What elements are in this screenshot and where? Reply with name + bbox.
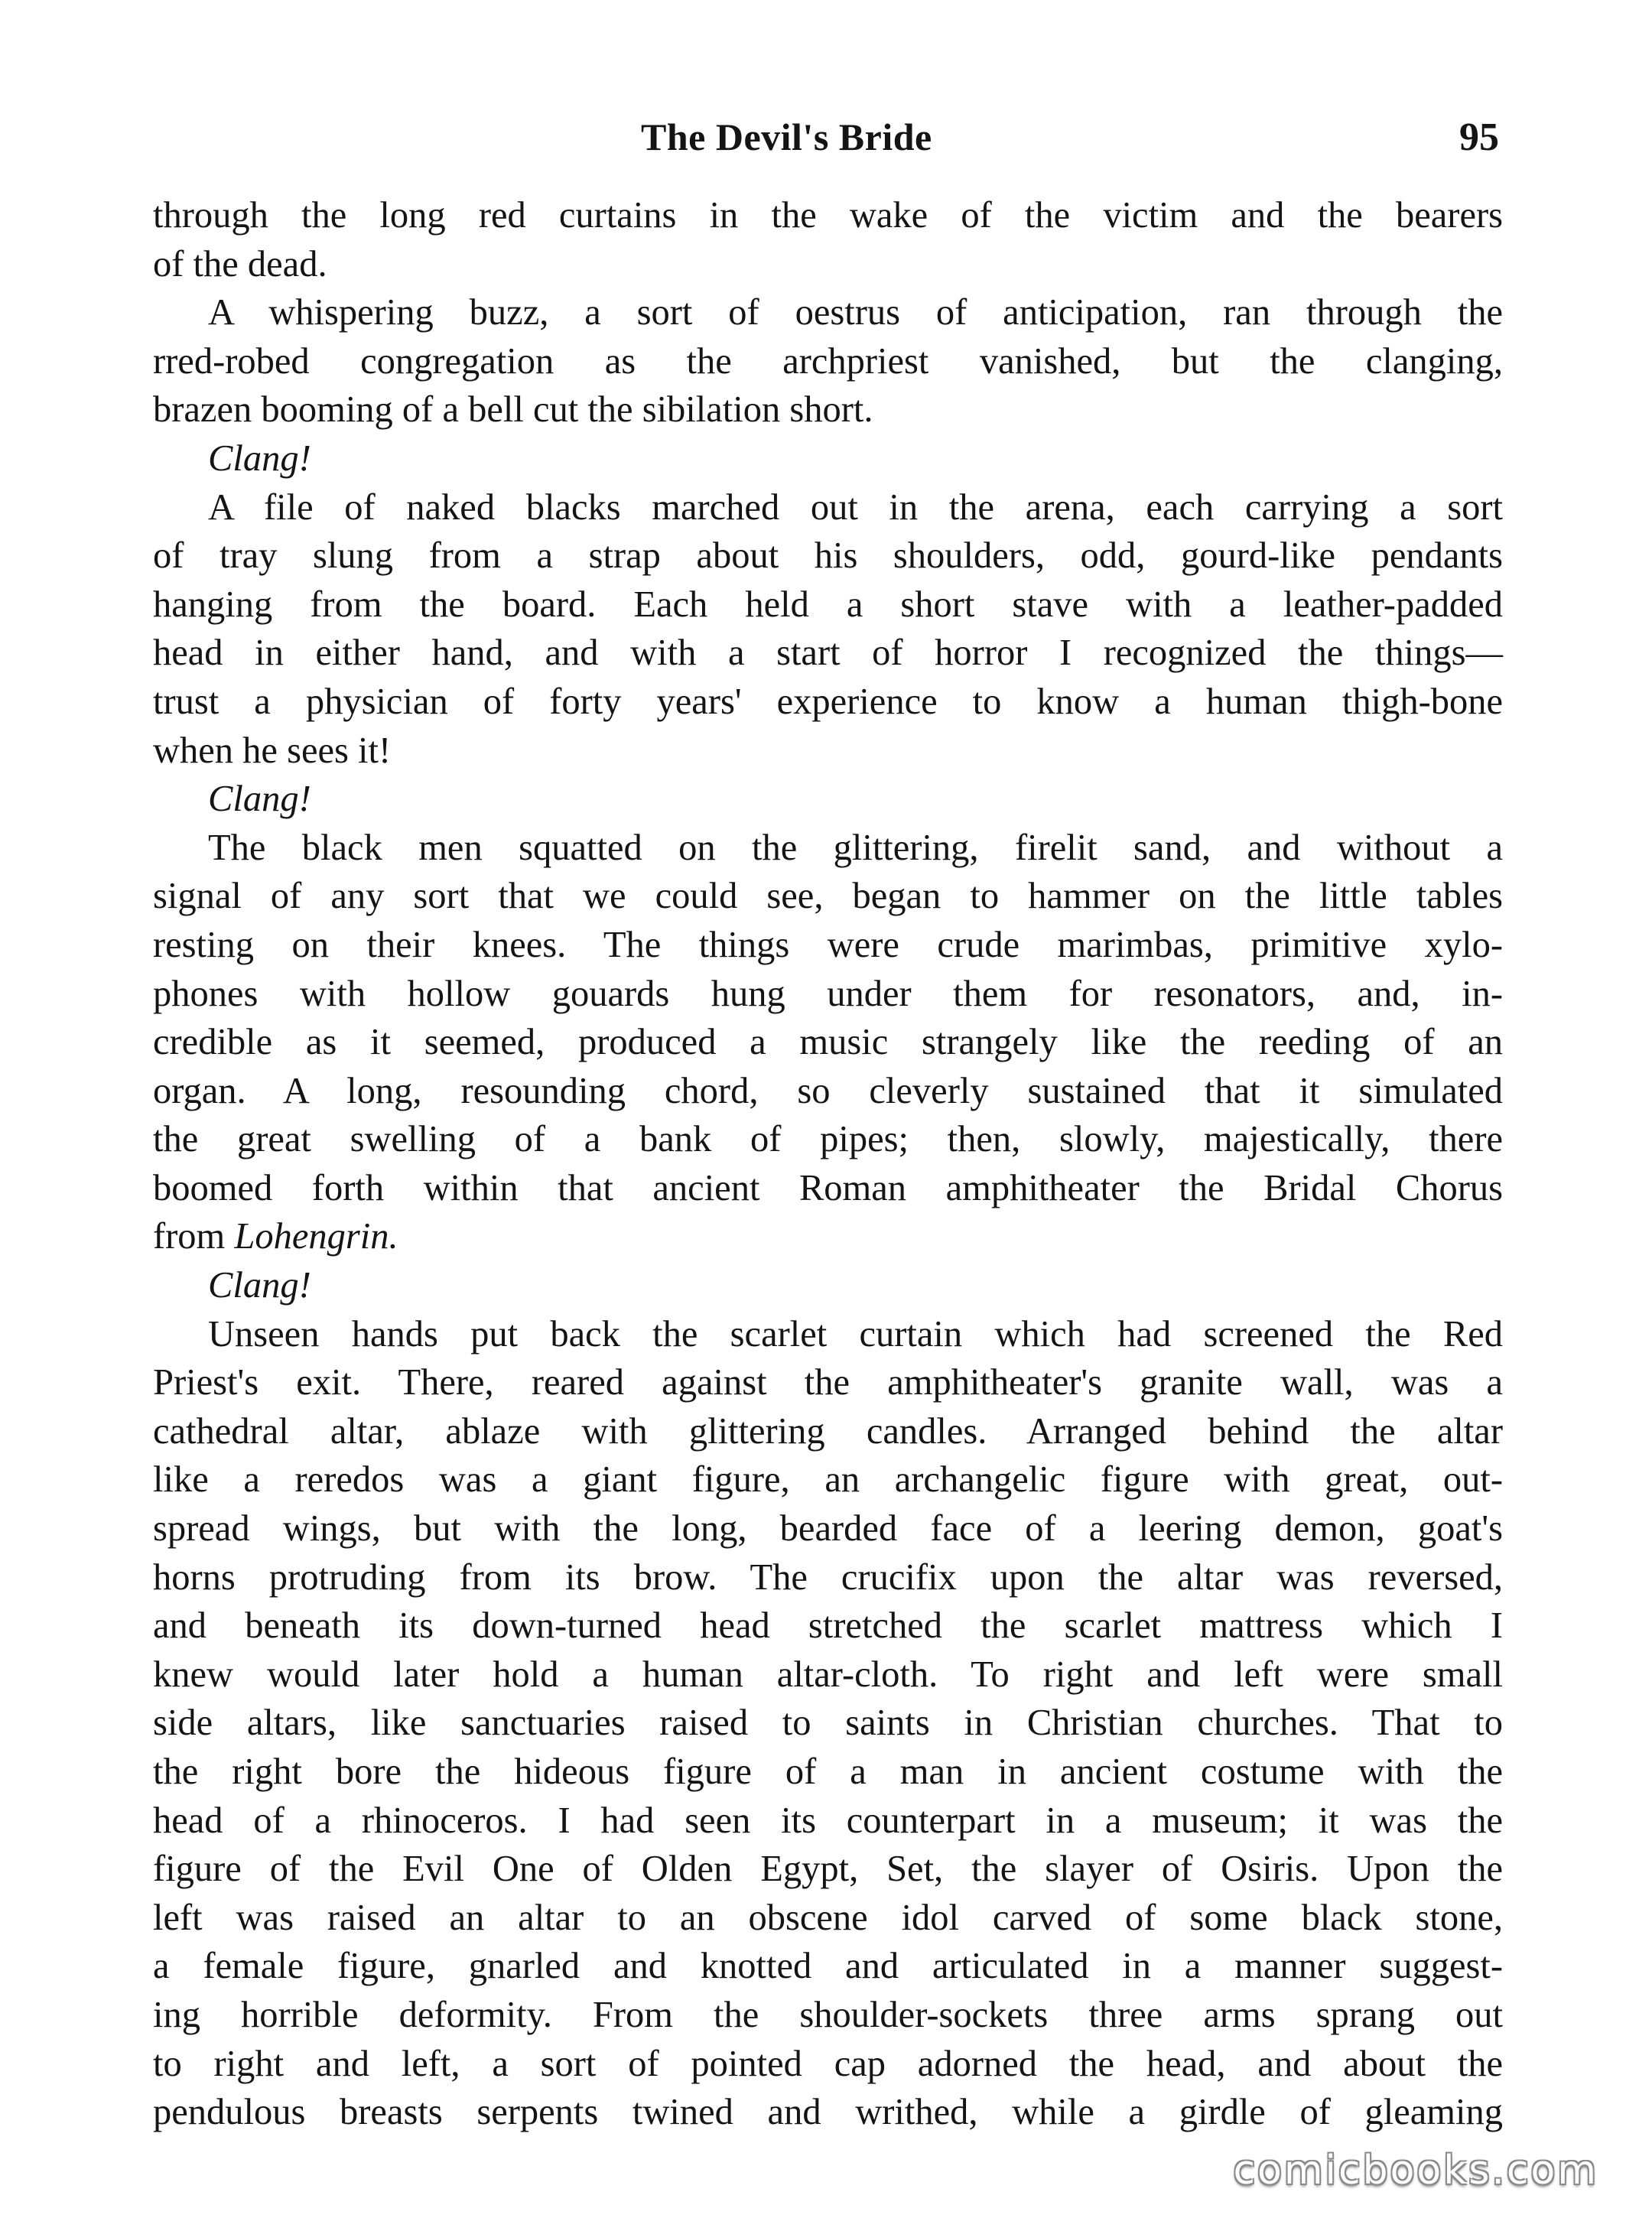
page-number: 95 (1459, 115, 1499, 159)
text-line: hanging from the board. Each held a short stave with a leather-padded (153, 584, 1503, 625)
text-line: head of a rhinoceros. I had seen its counterpart in a museum; it was the (153, 1800, 1503, 1841)
text-line: Priest's exit. There, reared against the amphitheater's granite wall, was a (153, 1362, 1503, 1403)
text-line: Unseen hands put back the scarlet curtain which had screened the Red (208, 1313, 1503, 1355)
text-line: spread wings, but with the long, bearded face of a leering demon, goat's (153, 1508, 1503, 1550)
text-line: figure of the Evil One of Olden Egypt, Set, the slayer of Osiris. Upon the (153, 1849, 1503, 1890)
clang-line: Clang! (208, 779, 311, 820)
text-line: cathedral altar, ablaze with glittering candles. Arranged behind the altar (153, 1410, 1503, 1452)
text-line: of the dead. (153, 243, 327, 285)
text-line: through the long red curtains in the wake of the victim and the bearers (153, 195, 1503, 236)
text-line: resting on their knees. The things were crude marimbas, primitive xylo- (153, 924, 1503, 965)
text-line: rred-robed congregation as the archpriest vanished, but the clanging, (153, 340, 1503, 382)
text-line: credible as it seemed, produced a music strangely like the reeding of an (153, 1022, 1503, 1063)
text-line: the right bore the hideous figure of a man in ancient costume with the (153, 1751, 1503, 1792)
opera-title: Lohengrin. (234, 1216, 398, 1257)
text-line: boomed forth within that ancient Roman amphitheater the Bridal Chorus (153, 1167, 1503, 1208)
text-line: side altars, like sanctuaries raised to saints in Christian churches. That to (153, 1703, 1503, 1744)
text-line: like a reredos was a giant figure, an archangelic figure with great, out- (153, 1459, 1503, 1501)
text-line: trust a physician of forty years' experience to know a human thigh-bone (153, 681, 1503, 722)
text-line: ing horrible deformity. From the shoulder-sockets three arms sprang out (153, 1994, 1503, 2035)
text-line: when he sees it! (153, 730, 392, 771)
text-line: brazen booming of a bell cut the sibilation short. (153, 389, 873, 431)
text-line: phones with hollow gouards hung under them for resonators, and, in- (153, 973, 1503, 1014)
text-line: knew would later hold a human altar-cloth. To right and left were small (153, 1654, 1503, 1695)
text-line: A whispering buzz, a sort of oestrus of anticipation, ran through the (208, 292, 1503, 333)
text-line: a female figure, gnarled and knotted and articulated in a manner suggest- (153, 1946, 1503, 1987)
text-line: organ. A long, resounding chord, so cleverly sustained that it simulated (153, 1070, 1503, 1111)
body-text (153, 191, 1503, 2137)
text-line: left was raised an altar to an obscene idol carved of some black stone, (153, 1897, 1503, 1938)
text-line: A file of naked blacks marched out in the arena, each carrying a sort (208, 486, 1503, 528)
text-line: to right and left, a sort of pointed cap adorned the head, and about the (153, 2043, 1503, 2084)
text-line: and beneath its down-turned head stretched the scarlet mattress which I (153, 1605, 1503, 1647)
clang-line: Clang! (208, 437, 311, 479)
text-line: The black men squatted on the glittering, firelit sand, and without a (208, 827, 1503, 868)
text-line: horns protruding from its brow. The crucifix upon the altar was reversed, (153, 1556, 1503, 1598)
text-fragment: from (153, 1216, 235, 1257)
text-line: pendulous breasts serpents twined and writhed, while a girdle of gleaming (153, 2092, 1503, 2133)
text-line (153, 1212, 1503, 1261)
text-line: head in either hand, and with a start of horror I recognized the things— (153, 633, 1503, 674)
text-line: the great swelling of a bank of pipes; then, slowly, majestically, there (153, 1119, 1503, 1160)
running-title: The Devil's Bride (641, 115, 932, 158)
watermark: comicbooks.com (1233, 2148, 1598, 2194)
clang-line: Clang! (208, 1265, 311, 1306)
text-line: signal of any sort that we could see, began to hammer on the little tables (153, 876, 1503, 917)
text-line: of tray slung from a strap about his shoulders, odd, gourd-like pendants (153, 535, 1503, 577)
page-header (0, 115, 1652, 168)
